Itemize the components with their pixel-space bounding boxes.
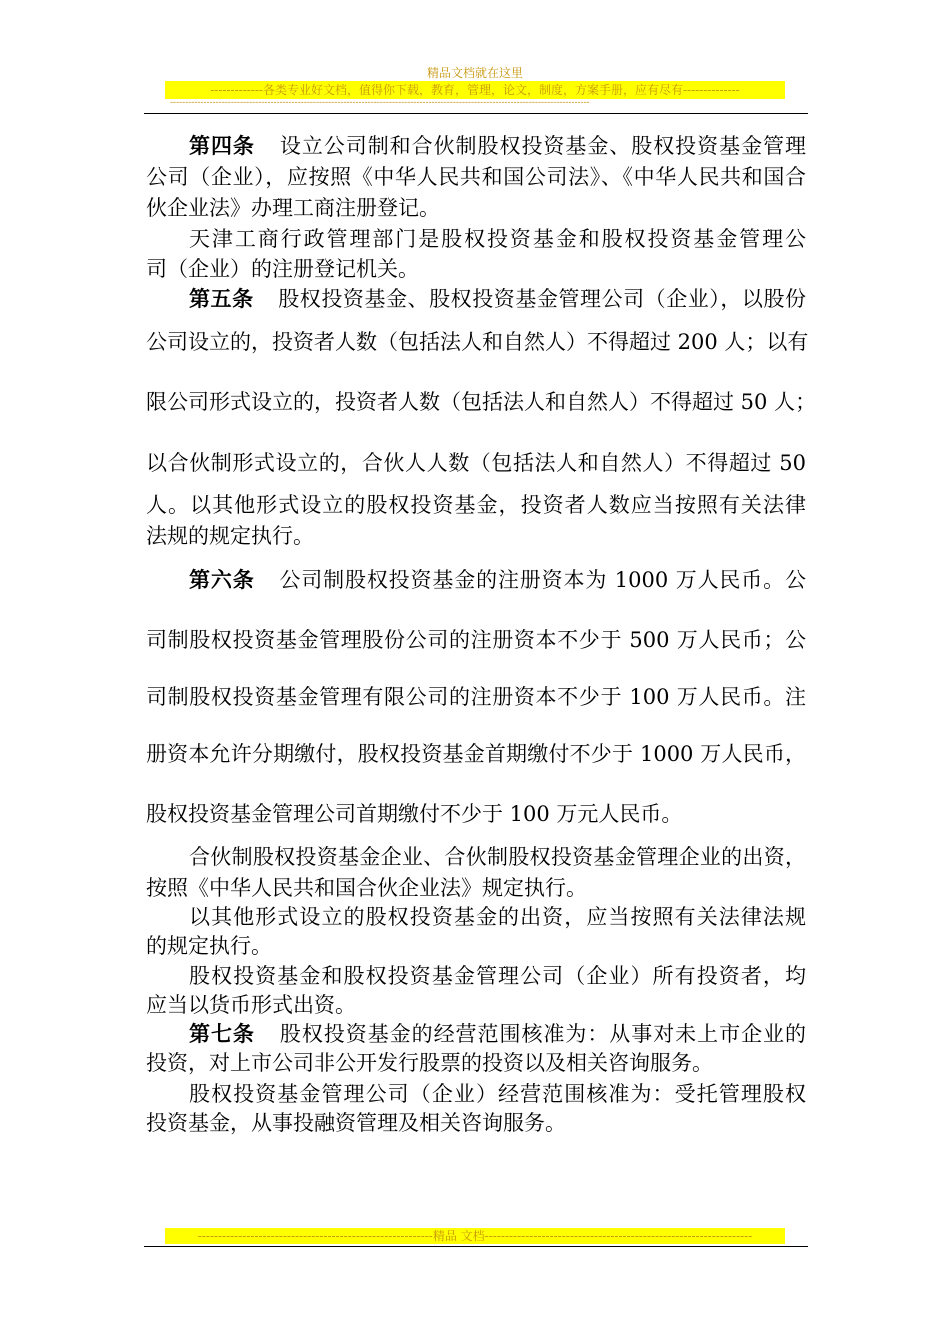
article-4b-line-1: 天津工商行政管理部门是股权投资基金和股权投资基金管理公 xyxy=(189,227,806,251)
article-4-label: 第四条 xyxy=(189,134,255,158)
article-6c-line-2: 的规定执行。 xyxy=(146,934,272,958)
footer-divider xyxy=(144,1246,808,1247)
header-divider xyxy=(144,113,808,114)
article-6b-line-2: 按照《中华人民共和国合伙企业法》规定执行。 xyxy=(146,876,587,900)
article-7-line-2: 投资，对上市公司非公开发行股票的投资以及相关咨询服务。 xyxy=(146,1051,713,1075)
article-6-line-1: 第六条 公司制股权投资基金的注册资本为 1000 万人民币。公 xyxy=(189,568,806,592)
article-6d-line-1: 股权投资基金和股权投资基金管理公司（企业）所有投资者，均 xyxy=(189,964,806,988)
article-4-line-3: 伙企业法》办理工商注册登记。 xyxy=(146,196,440,220)
article-4-line-1: 第四条 设立公司制和合伙制股权投资基金、股权投资基金管理 xyxy=(189,134,806,158)
article-6-label: 第六条 xyxy=(189,568,255,592)
article-6c-line-1: 以其他形式设立的股权投资基金的出资，应当按照有关法律法规 xyxy=(189,905,806,929)
header-dashes: ------------------------------------------------------------------------------------------------------------------------------------------ xyxy=(170,98,590,108)
article-6-line-4: 册资本允许分期缴付，股权投资基金首期缴付不少于 1000 万人民币， xyxy=(146,742,806,766)
article-6-line-5: 股权投资基金管理公司首期缴付不少于 100 万元人民币。 xyxy=(146,802,683,826)
footer-banner: ----------------------------------------------------------精品 文档------------------------------------------------------------------ xyxy=(165,1228,785,1244)
article-4b-line-2: 司（企业）的注册登记机关。 xyxy=(146,257,419,281)
article-7-line-1: 第七条 股权投资基金的经营范围核准为：从事对未上市企业的 xyxy=(189,1022,806,1046)
article-5-line-1: 第五条 股权投资基金、股权投资基金管理公司（企业），以股份 xyxy=(189,287,807,311)
article-6b-line-1: 合伙制股权投资基金企业、合伙制股权投资基金管理企业的出资， xyxy=(189,845,806,869)
article-6-line-2: 司制股权投资基金管理股份公司的注册资本不少于 500 万人民币；公 xyxy=(146,628,806,652)
article-6-line-3: 司制股权投资基金管理有限公司的注册资本不少于 100 万人民币。注 xyxy=(146,685,806,709)
article-5-line-5: 人。以其他形式设立的股权投资基金，投资者人数应当按照有关法律 xyxy=(146,493,806,517)
article-5-label: 第五条 xyxy=(189,287,254,311)
article-7b-line-2: 投资基金，从事投融资管理及相关咨询服务。 xyxy=(146,1111,566,1135)
article-5-line-6: 法规的规定执行。 xyxy=(146,524,314,548)
article-5-line-2: 公司设立的，投资者人数（包括法人和自然人）不得超过 200 人；以有 xyxy=(146,330,809,354)
article-4-line-2: 公司（企业），应按照《中华人民共和国公司法》、《中华人民共和国合 xyxy=(146,165,806,189)
article-7-label: 第七条 xyxy=(189,1022,255,1046)
header-banner: -------------各类专业好文档，值得你下载，教育，管理，论文，制度，方案手册，应有尽有-------------- xyxy=(165,81,785,99)
article-5-line-4: 以合伙制形式设立的，合伙人人数（包括法人和自然人）不得超过 50 xyxy=(146,451,806,475)
article-7b-line-1: 股权投资基金管理公司（企业）经营范围核准为：受托管理股权 xyxy=(189,1082,806,1106)
article-6d-line-2: 应当以货币形式出资。 xyxy=(146,993,356,1017)
header-title: 精品文档就在这里 xyxy=(426,66,523,80)
article-5-line-3: 限公司形式设立的，投资者人数（包括法人和自然人）不得超过 50 人； xyxy=(146,390,817,414)
